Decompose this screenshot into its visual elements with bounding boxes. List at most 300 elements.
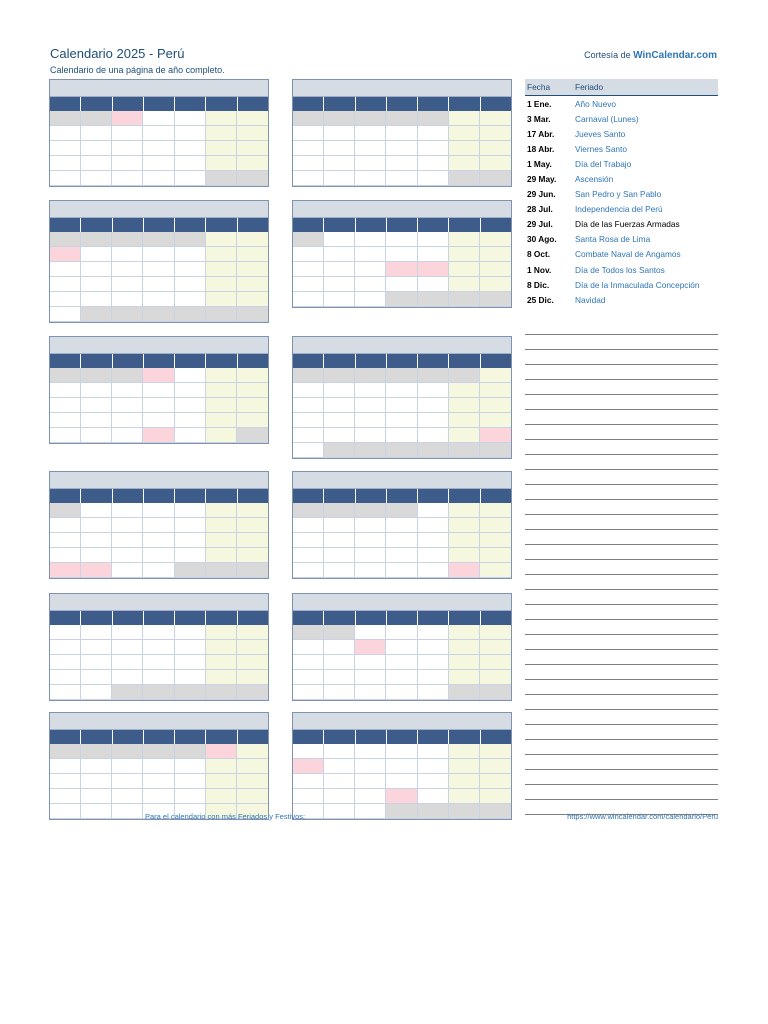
day-cell	[449, 685, 480, 700]
day-cell	[112, 111, 143, 126]
day-cell	[143, 744, 174, 759]
day-cell	[81, 156, 112, 171]
holiday-row	[525, 202, 718, 217]
day-cell	[112, 141, 143, 156]
holiday-name: Día de las Fuerzas Armadas	[575, 219, 680, 230]
day-cell	[324, 625, 355, 640]
note-line	[525, 725, 718, 740]
day-cell	[324, 670, 355, 685]
day-cell	[175, 518, 206, 533]
holiday-name[interactable]: Santa Rosa de Lima	[575, 234, 651, 245]
day-cell	[112, 518, 143, 533]
day-cell	[418, 685, 449, 700]
holiday-name[interactable]: Día del Trabajo	[575, 158, 632, 169]
day-cell	[50, 640, 81, 655]
day-cell	[237, 398, 268, 413]
day-cell	[324, 548, 355, 563]
day-cell	[418, 533, 449, 548]
day-cell	[293, 156, 324, 171]
day-cell	[386, 247, 417, 262]
day-cell	[386, 277, 417, 292]
day-cell	[324, 292, 355, 307]
holiday-name[interactable]: Navidad	[575, 294, 606, 305]
holiday-date: 29 Jun.	[527, 189, 556, 200]
day-cell	[355, 685, 386, 700]
day-cell	[81, 548, 112, 563]
day-cell	[143, 171, 174, 186]
day-cell	[112, 685, 143, 700]
day-cell	[81, 247, 112, 262]
day-cell	[206, 428, 237, 443]
day-cell	[293, 232, 324, 247]
day-cell	[480, 111, 511, 126]
day-cell	[237, 744, 268, 759]
day-cell	[293, 789, 324, 804]
day-cell	[81, 111, 112, 126]
day-cell	[386, 670, 417, 685]
day-cell	[480, 563, 511, 578]
note-line	[525, 770, 718, 785]
day-cell	[237, 503, 268, 518]
day-cell	[143, 774, 174, 789]
day-cell	[206, 548, 237, 563]
day-cell	[143, 428, 174, 443]
day-cell	[81, 232, 112, 247]
day-cell	[112, 292, 143, 307]
note-line	[525, 605, 718, 620]
day-cell	[293, 744, 324, 759]
day-cell	[206, 398, 237, 413]
day-cell	[386, 111, 417, 126]
note-line	[525, 650, 718, 665]
month-calendar	[49, 79, 269, 187]
day-cell	[386, 804, 417, 819]
day-cell	[81, 533, 112, 548]
day-cell	[175, 262, 206, 277]
day-cell	[143, 383, 174, 398]
holiday-row	[525, 262, 718, 277]
day-cell	[206, 247, 237, 262]
month-calendar	[292, 336, 512, 459]
day-cell	[81, 413, 112, 428]
day-cell	[355, 247, 386, 262]
day-cell	[386, 232, 417, 247]
day-cell	[237, 292, 268, 307]
day-cell	[449, 156, 480, 171]
holiday-row	[525, 141, 718, 156]
day-cell	[175, 548, 206, 563]
day-cell	[175, 428, 206, 443]
day-cell	[355, 413, 386, 428]
day-cell	[293, 503, 324, 518]
day-cell	[112, 533, 143, 548]
day-cell	[386, 685, 417, 700]
day-cell	[237, 625, 268, 640]
note-line	[525, 380, 718, 395]
day-cell	[418, 670, 449, 685]
day-cell	[206, 307, 237, 322]
day-cell	[449, 262, 480, 277]
note-line	[525, 665, 718, 680]
day-cell	[293, 262, 324, 277]
note-line	[525, 470, 718, 485]
day-cell	[418, 156, 449, 171]
day-cell	[324, 744, 355, 759]
day-cell	[237, 759, 268, 774]
day-cell	[112, 171, 143, 186]
day-cell	[418, 774, 449, 789]
day-cell	[355, 292, 386, 307]
day-cell	[237, 277, 268, 292]
day-cell	[480, 383, 511, 398]
day-cell	[237, 111, 268, 126]
day-cell	[355, 789, 386, 804]
day-cell	[175, 413, 206, 428]
day-cell	[418, 548, 449, 563]
day-cell	[81, 307, 112, 322]
day-cell	[50, 232, 81, 247]
day-cell	[293, 398, 324, 413]
day-cell	[50, 383, 81, 398]
day-cell	[324, 685, 355, 700]
day-cell	[418, 277, 449, 292]
day-cell	[449, 774, 480, 789]
month-calendar	[49, 593, 269, 701]
day-cell	[237, 428, 268, 443]
note-line	[525, 710, 718, 725]
day-cell	[324, 232, 355, 247]
note-line	[525, 500, 718, 515]
day-cell	[50, 625, 81, 640]
day-cell	[449, 171, 480, 186]
month-header	[293, 594, 511, 611]
day-cell	[112, 398, 143, 413]
month-header	[50, 594, 268, 611]
day-cell	[50, 262, 81, 277]
day-cell	[175, 171, 206, 186]
holiday-row	[525, 126, 718, 141]
note-line	[525, 740, 718, 755]
day-cell	[206, 640, 237, 655]
day-cell	[293, 383, 324, 398]
day-cell	[418, 563, 449, 578]
day-cell	[81, 789, 112, 804]
day-cell	[50, 413, 81, 428]
day-cell	[237, 262, 268, 277]
day-cell	[449, 247, 480, 262]
day-cell	[112, 307, 143, 322]
day-cell	[449, 126, 480, 141]
day-cell	[175, 655, 206, 670]
holiday-date: 8 Oct.	[527, 249, 551, 260]
holiday-name[interactable]: Día de Todos los Santos	[575, 264, 665, 275]
day-cell	[480, 126, 511, 141]
holiday-row	[525, 111, 718, 126]
day-cell	[324, 383, 355, 398]
month-header	[293, 80, 511, 97]
day-cell	[175, 232, 206, 247]
day-cell	[418, 292, 449, 307]
note-line	[525, 410, 718, 425]
day-cell	[237, 655, 268, 670]
day-cell	[449, 111, 480, 126]
day-cell	[50, 171, 81, 186]
month-calendar	[49, 336, 269, 444]
day-cell	[237, 670, 268, 685]
day-cell	[237, 232, 268, 247]
day-cell	[386, 503, 417, 518]
day-cell	[480, 368, 511, 383]
holiday-name[interactable]: Combate Naval de Angamos	[575, 249, 681, 260]
day-cell	[386, 744, 417, 759]
day-cell	[324, 533, 355, 548]
day-cell	[143, 111, 174, 126]
day-cell	[206, 156, 237, 171]
holiday-date: 1 Nov.	[527, 264, 552, 275]
day-cell	[206, 111, 237, 126]
day-cell	[480, 655, 511, 670]
day-cell	[449, 789, 480, 804]
day-cell	[143, 548, 174, 563]
day-cell	[206, 126, 237, 141]
day-cell	[206, 744, 237, 759]
day-cell	[355, 655, 386, 670]
day-cell	[237, 141, 268, 156]
day-cell	[143, 126, 174, 141]
day-cell	[293, 141, 324, 156]
day-cell	[480, 398, 511, 413]
day-cell	[206, 789, 237, 804]
day-cell	[293, 655, 324, 670]
day-cell	[50, 111, 81, 126]
day-cell	[237, 368, 268, 383]
day-cell	[50, 548, 81, 563]
footer-url[interactable]: https://www.wincalendar.com/calendario/Peru	[567, 812, 718, 821]
courtesy-prefix: Cortesía de	[584, 50, 631, 60]
day-cell	[206, 171, 237, 186]
day-cell	[386, 171, 417, 186]
day-cell	[143, 277, 174, 292]
day-cell	[418, 759, 449, 774]
note-line	[525, 335, 718, 350]
day-cell	[449, 625, 480, 640]
day-cell	[112, 804, 143, 819]
day-cell	[293, 625, 324, 640]
day-cell	[418, 262, 449, 277]
day-cell	[418, 111, 449, 126]
day-cell	[206, 655, 237, 670]
day-cell	[480, 548, 511, 563]
day-cell	[386, 383, 417, 398]
day-cell	[480, 443, 511, 458]
holiday-name[interactable]: Día de la Inmaculada Concepción	[575, 279, 700, 290]
day-cell	[206, 685, 237, 700]
day-cell	[237, 789, 268, 804]
day-cell	[449, 443, 480, 458]
holiday-row	[525, 247, 718, 262]
day-cell	[355, 759, 386, 774]
day-cell	[143, 141, 174, 156]
day-cell	[449, 655, 480, 670]
day-cell	[293, 670, 324, 685]
day-cell	[418, 247, 449, 262]
holiday-date: 8 Dic.	[527, 279, 550, 290]
day-cell	[112, 759, 143, 774]
day-cell	[386, 368, 417, 383]
day-cell	[175, 685, 206, 700]
day-cell	[480, 413, 511, 428]
day-cell	[418, 443, 449, 458]
day-cell	[112, 247, 143, 262]
day-cell	[143, 759, 174, 774]
day-cell	[293, 111, 324, 126]
note-line	[525, 755, 718, 770]
weekday-header	[293, 611, 511, 625]
day-cell	[293, 518, 324, 533]
weekday-header	[293, 730, 511, 744]
month-header	[293, 201, 511, 218]
day-cell	[50, 156, 81, 171]
day-cell	[449, 744, 480, 759]
holiday-name[interactable]: Jueves Santo	[575, 128, 626, 139]
holiday-name[interactable]: Ascensión	[575, 174, 614, 185]
day-cell	[112, 262, 143, 277]
day-cell	[175, 277, 206, 292]
day-cell	[449, 232, 480, 247]
holiday-date: 1 May.	[527, 158, 552, 169]
day-cell	[449, 640, 480, 655]
day-cell	[355, 518, 386, 533]
day-cell	[355, 368, 386, 383]
day-cell	[50, 126, 81, 141]
month-calendar	[49, 712, 269, 820]
holiday-date: 29 May.	[527, 174, 557, 185]
day-cell	[386, 563, 417, 578]
day-cell	[355, 804, 386, 819]
note-line	[525, 575, 718, 590]
day-cell	[237, 548, 268, 563]
day-cell	[324, 398, 355, 413]
day-cell	[293, 126, 324, 141]
note-line	[525, 440, 718, 455]
day-cell	[386, 640, 417, 655]
day-cell	[293, 443, 324, 458]
day-cell	[293, 685, 324, 700]
day-cell	[50, 670, 81, 685]
day-cell	[324, 640, 355, 655]
holiday-name[interactable]: Carnaval (Lunes)	[575, 113, 639, 124]
day-cell	[112, 563, 143, 578]
day-cell	[324, 126, 355, 141]
day-cell	[175, 503, 206, 518]
day-cell	[449, 533, 480, 548]
holiday-name[interactable]: Independencia del Perú	[575, 204, 663, 215]
day-cell	[418, 368, 449, 383]
day-cell	[324, 518, 355, 533]
note-line	[525, 620, 718, 635]
day-cell	[449, 518, 480, 533]
day-cell	[480, 141, 511, 156]
day-cell	[206, 383, 237, 398]
day-cell	[143, 518, 174, 533]
note-line	[525, 395, 718, 410]
holiday-name[interactable]: San Pedro y San Pablo	[575, 189, 662, 200]
day-cell	[50, 307, 81, 322]
day-cell	[480, 277, 511, 292]
day-cell	[293, 277, 324, 292]
month-calendar	[49, 471, 269, 579]
holiday-date: 28 Jul.	[527, 204, 553, 215]
day-cell	[81, 685, 112, 700]
day-cell	[81, 398, 112, 413]
day-cell	[206, 292, 237, 307]
day-cell	[50, 655, 81, 670]
day-cell	[143, 247, 174, 262]
day-cell	[175, 156, 206, 171]
day-cell	[449, 428, 480, 443]
day-cell	[355, 277, 386, 292]
day-cell	[480, 292, 511, 307]
wincalendar-link[interactable]: WinCalendar.com	[633, 50, 717, 61]
day-cell	[386, 533, 417, 548]
day-cell	[81, 126, 112, 141]
day-cell	[50, 141, 81, 156]
day-cell	[324, 111, 355, 126]
day-cell	[81, 744, 112, 759]
day-cell	[418, 232, 449, 247]
day-cell	[50, 774, 81, 789]
day-cell	[175, 292, 206, 307]
holiday-name[interactable]: Año Nuevo	[575, 98, 617, 109]
holiday-column-header: Feriado	[575, 82, 604, 92]
page-subtitle: Calendario de una página de año completo.	[50, 65, 225, 75]
day-cell	[418, 789, 449, 804]
day-cell	[206, 277, 237, 292]
weekday-header	[50, 218, 268, 232]
day-cell	[480, 503, 511, 518]
day-cell	[386, 262, 417, 277]
holiday-row	[525, 96, 718, 111]
day-cell	[324, 141, 355, 156]
day-cell	[480, 759, 511, 774]
holiday-row	[525, 156, 718, 171]
day-cell	[175, 774, 206, 789]
day-cell	[324, 368, 355, 383]
courtesy	[584, 50, 717, 61]
day-cell	[449, 670, 480, 685]
day-cell	[480, 428, 511, 443]
day-cell	[480, 625, 511, 640]
day-cell	[81, 804, 112, 819]
day-cell	[237, 413, 268, 428]
date-column-header: Fecha	[527, 82, 551, 92]
holiday-name[interactable]: Viernes Santo	[575, 143, 627, 154]
day-cell	[449, 548, 480, 563]
day-cell	[355, 398, 386, 413]
note-line	[525, 320, 718, 335]
holiday-date: 1 Ene.	[527, 98, 552, 109]
day-cell	[206, 670, 237, 685]
day-cell	[386, 126, 417, 141]
day-cell	[50, 518, 81, 533]
day-cell	[112, 548, 143, 563]
day-cell	[418, 503, 449, 518]
day-cell	[237, 774, 268, 789]
day-cell	[50, 292, 81, 307]
day-cell	[143, 685, 174, 700]
weekday-header	[50, 611, 268, 625]
day-cell	[81, 141, 112, 156]
